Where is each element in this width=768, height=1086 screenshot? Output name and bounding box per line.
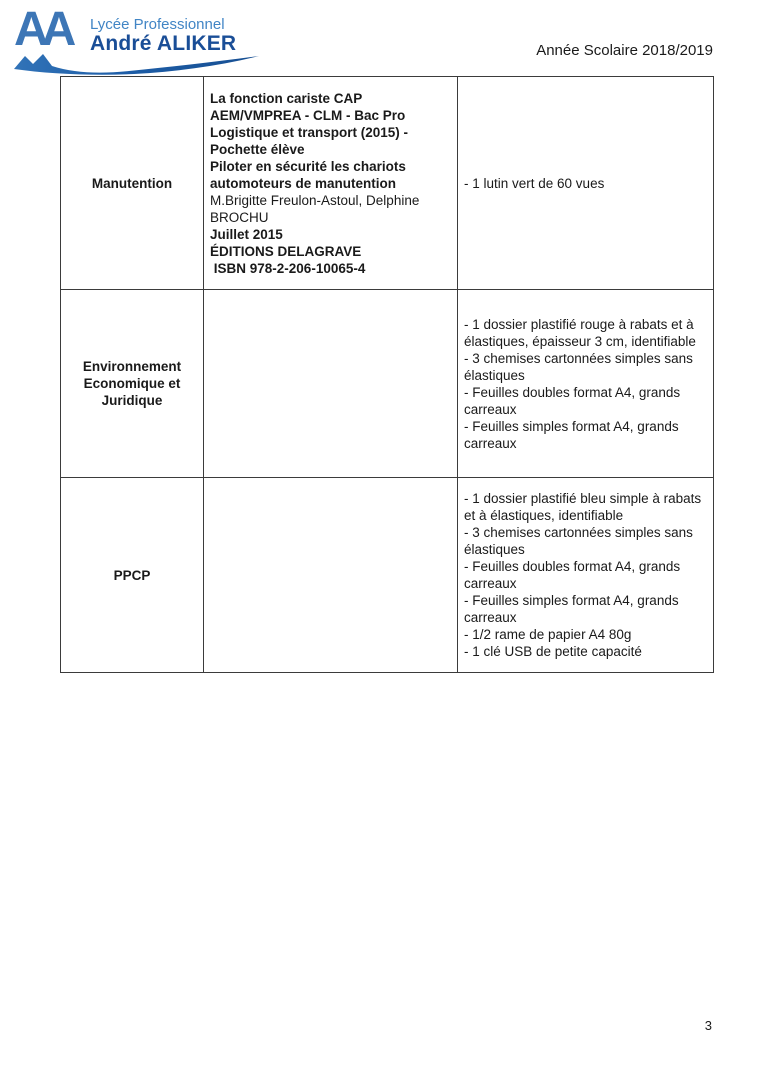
logo-school-name: André ALIKER — [90, 32, 237, 55]
materials-item: - Feuilles doubles format A4, grands carreaux — [464, 559, 681, 591]
logo-text — [90, 16, 236, 55]
table-row-manutention — [61, 77, 714, 290]
book-authors: M.Brigitte Freulon-Astoul, Delphine BROCHU — [210, 192, 424, 225]
materials-item: - 3 chemises cartonnées simples sans élastiques — [464, 350, 693, 383]
school-year-label: Année Scolaire 2018/2019 — [536, 42, 713, 59]
materials-item: - 1 dossier plastifié bleu simple à rabats et à élastiques, identifiable — [464, 491, 702, 523]
materials-item: - Feuilles simples format A4, grands carreaux — [464, 593, 679, 625]
book-title: La fonction cariste CAP AEM/VMPREA - CLM - Bac Pro Logistique et transport (2015) - Pochette élève — [210, 90, 412, 157]
book-date: Juillet 2015 — [210, 226, 283, 242]
materials-item: - 1 clé USB de petite capacité — [464, 644, 642, 659]
supplies-table — [60, 76, 714, 673]
book-subtitle: Piloter en sécurité les chariots automoteurs de manutention — [210, 158, 410, 191]
materials-cell — [458, 290, 714, 478]
page-number: 3 — [704, 1018, 712, 1033]
materials-cell — [458, 478, 714, 673]
book-reference-cell — [204, 290, 458, 478]
logo-swoosh-icon — [14, 53, 261, 77]
materials-item: - 3 chemises cartonnées simples sans élastiques — [464, 525, 693, 557]
logo-monogram: AA — [14, 3, 70, 56]
materials-item: - 1 dossier plastifié rouge à rabats et à élastiques, épaisseur 3 cm, identifiable — [464, 316, 696, 349]
school-logo — [14, 4, 274, 72]
book-isbn: ISBN 978-2-206-10065-4 — [210, 260, 366, 276]
subject-label: Environnement Economique et Juridique — [61, 290, 204, 478]
logo-school-type: Lycée Professionnel — [90, 16, 225, 33]
book-reference-cell — [204, 478, 458, 673]
table-row-ppcp — [61, 478, 714, 673]
materials-item: - 1 lutin vert de 60 vues — [464, 175, 605, 191]
subject-label: Manutention — [61, 77, 204, 290]
book-publisher: ÉDITIONS DELAGRAVE — [210, 243, 362, 259]
book-reference-cell — [204, 77, 458, 290]
materials-item: - Feuilles simples format A4, grands carreaux — [464, 418, 679, 451]
materials-item: - 1/2 rame de papier A4 80g — [464, 627, 632, 642]
table-row-environnement — [61, 290, 714, 478]
materials-cell — [458, 77, 714, 290]
materials-item: - Feuilles doubles format A4, grands carreaux — [464, 384, 681, 417]
subject-label: PPCP — [61, 478, 204, 673]
